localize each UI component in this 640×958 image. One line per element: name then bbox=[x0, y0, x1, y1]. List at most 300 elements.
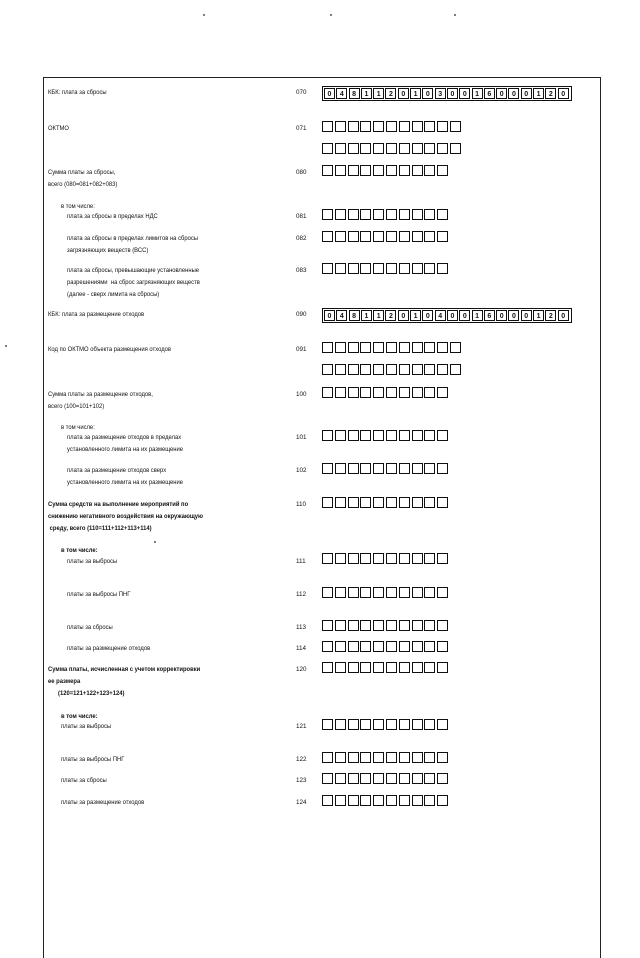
empty-cell[interactable] bbox=[373, 553, 384, 564]
empty-cell[interactable] bbox=[424, 231, 435, 242]
empty-cell[interactable] bbox=[335, 553, 346, 564]
empty-cell[interactable] bbox=[399, 342, 410, 353]
empty-cell[interactable] bbox=[424, 553, 435, 564]
empty-cell[interactable] bbox=[399, 143, 410, 154]
empty-cell[interactable] bbox=[373, 497, 384, 508]
empty-cell[interactable] bbox=[424, 752, 435, 763]
empty-cell[interactable] bbox=[412, 143, 423, 154]
row-code: 123 bbox=[296, 777, 307, 784]
empty-cell[interactable] bbox=[386, 553, 397, 564]
empty-cell[interactable] bbox=[386, 364, 397, 375]
empty-cell[interactable] bbox=[360, 430, 371, 441]
empty-cell[interactable] bbox=[437, 795, 448, 806]
empty-cell[interactable] bbox=[437, 143, 448, 154]
row-label: платы за размещение отходов bbox=[67, 645, 151, 652]
digit-cell[interactable]: 1 bbox=[410, 310, 421, 321]
oktmo-cells[interactable] bbox=[322, 342, 463, 353]
digit-cell[interactable]: 0 bbox=[558, 88, 569, 99]
empty-cell[interactable] bbox=[360, 587, 371, 598]
empty-cell[interactable] bbox=[335, 342, 346, 353]
row-code: 090 bbox=[296, 311, 307, 318]
empty-cell[interactable] bbox=[348, 165, 359, 176]
row-label: среду, всего (110=111+112+113+114) bbox=[48, 525, 152, 532]
empty-cell[interactable] bbox=[373, 773, 384, 784]
amount-cells[interactable] bbox=[322, 209, 450, 220]
empty-cell[interactable] bbox=[360, 773, 371, 784]
digit-cell[interactable]: 0 bbox=[398, 88, 409, 99]
digit-cell[interactable]: 4 bbox=[336, 310, 347, 321]
empty-cell[interactable] bbox=[437, 121, 448, 132]
empty-cell[interactable] bbox=[424, 773, 435, 784]
empty-cell[interactable] bbox=[399, 752, 410, 763]
empty-cell[interactable] bbox=[386, 263, 397, 274]
empty-cell[interactable] bbox=[412, 463, 423, 474]
empty-cell[interactable] bbox=[322, 263, 333, 274]
empty-cell[interactable] bbox=[373, 620, 384, 631]
empty-cell[interactable] bbox=[412, 430, 423, 441]
empty-cell[interactable] bbox=[386, 752, 397, 763]
empty-cell[interactable] bbox=[412, 662, 423, 673]
amount-cells[interactable] bbox=[322, 165, 450, 176]
row-label: Сумма средств на выполнение мероприятий по bbox=[48, 501, 189, 508]
empty-cell[interactable] bbox=[386, 641, 397, 652]
empty-cell[interactable] bbox=[322, 231, 333, 242]
empty-cell[interactable] bbox=[399, 387, 410, 398]
empty-cell[interactable] bbox=[335, 463, 346, 474]
empty-cell[interactable] bbox=[437, 387, 448, 398]
empty-cell[interactable] bbox=[335, 364, 346, 375]
empty-cell[interactable] bbox=[348, 231, 359, 242]
empty-cell[interactable] bbox=[360, 231, 371, 242]
digit-cell[interactable]: 8 bbox=[349, 310, 360, 321]
empty-cell[interactable] bbox=[424, 209, 435, 220]
digit-cell[interactable]: 0 bbox=[459, 88, 470, 99]
empty-cell[interactable] bbox=[335, 620, 346, 631]
digit-cell[interactable]: 0 bbox=[521, 310, 532, 321]
row-code: 113 bbox=[296, 624, 307, 631]
oktmo-cells-2[interactable] bbox=[322, 143, 463, 154]
empty-cell[interactable] bbox=[386, 430, 397, 441]
empty-cell[interactable] bbox=[424, 620, 435, 631]
empty-cell[interactable] bbox=[373, 587, 384, 598]
empty-cell[interactable] bbox=[450, 364, 461, 375]
empty-cell[interactable] bbox=[386, 719, 397, 730]
digit-cell[interactable]: 1 bbox=[472, 310, 483, 321]
row-code: 083 bbox=[296, 267, 307, 274]
empty-cell[interactable] bbox=[386, 795, 397, 806]
digit-cell[interactable]: 0 bbox=[508, 310, 519, 321]
empty-cell[interactable] bbox=[348, 263, 359, 274]
amount-cells[interactable] bbox=[322, 463, 450, 474]
empty-cell[interactable] bbox=[386, 143, 397, 154]
digit-cell[interactable]: 1 bbox=[410, 88, 421, 99]
empty-cell[interactable] bbox=[386, 387, 397, 398]
empty-cell[interactable] bbox=[386, 620, 397, 631]
empty-cell[interactable] bbox=[373, 752, 384, 763]
amount-cells[interactable] bbox=[322, 752, 450, 763]
empty-cell[interactable] bbox=[437, 263, 448, 274]
empty-cell[interactable] bbox=[360, 795, 371, 806]
empty-cell[interactable] bbox=[348, 497, 359, 508]
row-label: Сумма платы за сбросы, bbox=[48, 169, 116, 176]
empty-cell[interactable] bbox=[412, 342, 423, 353]
empty-cell[interactable] bbox=[424, 342, 435, 353]
empty-cell[interactable] bbox=[335, 795, 346, 806]
row-label: (120=121+122+123+124) bbox=[58, 690, 125, 697]
digit-cell[interactable]: 1 bbox=[373, 310, 384, 321]
empty-cell[interactable] bbox=[424, 587, 435, 598]
digit-cell[interactable]: 0 bbox=[558, 310, 569, 321]
empty-cell[interactable] bbox=[412, 387, 423, 398]
row-label: снижению негативного воздействия на окружающую bbox=[48, 513, 204, 520]
empty-cell[interactable] bbox=[424, 795, 435, 806]
empty-cell[interactable] bbox=[335, 165, 346, 176]
empty-cell[interactable] bbox=[437, 773, 448, 784]
empty-cell[interactable] bbox=[335, 719, 346, 730]
kbk-cells[interactable] bbox=[322, 86, 572, 101]
empty-cell[interactable] bbox=[437, 620, 448, 631]
empty-cell[interactable] bbox=[399, 165, 410, 176]
empty-cell[interactable] bbox=[424, 497, 435, 508]
digit-cell[interactable]: 2 bbox=[545, 88, 556, 99]
digit-cell[interactable]: 0 bbox=[508, 88, 519, 99]
empty-cell[interactable] bbox=[412, 165, 423, 176]
empty-cell[interactable] bbox=[399, 497, 410, 508]
empty-cell[interactable] bbox=[373, 662, 384, 673]
digit-cell[interactable]: 0 bbox=[459, 310, 470, 321]
empty-cell[interactable] bbox=[360, 263, 371, 274]
oktmo-cells[interactable] bbox=[322, 121, 463, 132]
amount-cells[interactable] bbox=[322, 553, 450, 564]
empty-cell[interactable] bbox=[322, 497, 333, 508]
empty-cell[interactable] bbox=[348, 641, 359, 652]
empty-cell[interactable] bbox=[322, 662, 333, 673]
empty-cell[interactable] bbox=[360, 165, 371, 176]
empty-cell[interactable] bbox=[322, 752, 333, 763]
digit-cell[interactable]: 1 bbox=[361, 88, 372, 99]
empty-cell[interactable] bbox=[437, 463, 448, 474]
empty-cell[interactable] bbox=[360, 553, 371, 564]
empty-cell[interactable] bbox=[322, 773, 333, 784]
empty-cell[interactable] bbox=[412, 773, 423, 784]
empty-cell[interactable] bbox=[373, 463, 384, 474]
empty-cell[interactable] bbox=[322, 795, 333, 806]
amount-cells[interactable] bbox=[322, 773, 450, 784]
empty-cell[interactable] bbox=[424, 143, 435, 154]
empty-cell[interactable] bbox=[373, 209, 384, 220]
empty-cell[interactable] bbox=[412, 620, 423, 631]
empty-cell[interactable] bbox=[348, 620, 359, 631]
empty-cell[interactable] bbox=[322, 121, 333, 132]
row-label: платы за выбросы bbox=[67, 558, 118, 565]
empty-cell[interactable] bbox=[335, 430, 346, 441]
amount-cells[interactable] bbox=[322, 795, 450, 806]
amount-cells[interactable] bbox=[322, 587, 450, 598]
row-code: 114 bbox=[296, 645, 307, 652]
digit-cell[interactable]: 2 bbox=[385, 88, 396, 99]
digit-cell[interactable]: 0 bbox=[496, 310, 507, 321]
empty-cell[interactable] bbox=[373, 719, 384, 730]
digit-cell[interactable]: 6 bbox=[484, 88, 495, 99]
empty-cell[interactable] bbox=[386, 662, 397, 673]
empty-cell[interactable] bbox=[437, 430, 448, 441]
empty-cell[interactable] bbox=[348, 795, 359, 806]
empty-cell[interactable] bbox=[335, 209, 346, 220]
empty-cell[interactable] bbox=[322, 463, 333, 474]
digit-cell[interactable]: 0 bbox=[422, 310, 433, 321]
empty-cell[interactable] bbox=[360, 342, 371, 353]
row-label: плата за сбросы в пределах НДС bbox=[67, 213, 158, 220]
empty-cell[interactable] bbox=[386, 209, 397, 220]
empty-cell[interactable] bbox=[412, 209, 423, 220]
empty-cell[interactable] bbox=[360, 364, 371, 375]
empty-cell[interactable] bbox=[386, 165, 397, 176]
empty-cell[interactable] bbox=[335, 143, 346, 154]
empty-cell[interactable] bbox=[399, 263, 410, 274]
empty-cell[interactable] bbox=[399, 364, 410, 375]
amount-cells[interactable] bbox=[322, 497, 450, 508]
empty-cell[interactable] bbox=[399, 587, 410, 598]
row-label: платы за размещение отходов bbox=[61, 799, 145, 806]
empty-cell[interactable] bbox=[437, 364, 448, 375]
digit-cell[interactable]: 6 bbox=[484, 310, 495, 321]
empty-cell[interactable] bbox=[335, 752, 346, 763]
empty-cell[interactable] bbox=[424, 387, 435, 398]
row-code: 100 bbox=[296, 391, 307, 398]
empty-cell[interactable] bbox=[437, 553, 448, 564]
empty-cell[interactable] bbox=[424, 430, 435, 441]
row-code: 091 bbox=[296, 346, 307, 353]
empty-cell[interactable] bbox=[399, 121, 410, 132]
empty-cell[interactable] bbox=[424, 263, 435, 274]
empty-cell[interactable] bbox=[373, 641, 384, 652]
empty-cell[interactable] bbox=[322, 165, 333, 176]
empty-cell[interactable] bbox=[399, 430, 410, 441]
empty-cell[interactable] bbox=[437, 662, 448, 673]
empty-cell[interactable] bbox=[348, 387, 359, 398]
digit-cell[interactable]: 1 bbox=[472, 88, 483, 99]
empty-cell[interactable] bbox=[424, 165, 435, 176]
empty-cell[interactable] bbox=[348, 752, 359, 763]
empty-cell[interactable] bbox=[322, 641, 333, 652]
empty-cell[interactable] bbox=[373, 387, 384, 398]
empty-cell[interactable] bbox=[373, 430, 384, 441]
empty-cell[interactable] bbox=[322, 209, 333, 220]
empty-cell[interactable] bbox=[424, 662, 435, 673]
empty-cell[interactable] bbox=[386, 497, 397, 508]
empty-cell[interactable] bbox=[348, 719, 359, 730]
digit-cell[interactable]: 1 bbox=[373, 88, 384, 99]
empty-cell[interactable] bbox=[437, 342, 448, 353]
empty-cell[interactable] bbox=[335, 773, 346, 784]
empty-cell[interactable] bbox=[437, 231, 448, 242]
empty-cell[interactable] bbox=[386, 342, 397, 353]
row-code: 071 bbox=[296, 125, 307, 132]
empty-cell[interactable] bbox=[348, 430, 359, 441]
scan-speck bbox=[454, 14, 456, 16]
empty-cell[interactable] bbox=[360, 497, 371, 508]
empty-cell[interactable] bbox=[322, 387, 333, 398]
row-label: КБК: плата за сбросы bbox=[48, 89, 107, 96]
row-code: 124 bbox=[296, 799, 307, 806]
empty-cell[interactable] bbox=[399, 719, 410, 730]
empty-cell[interactable] bbox=[412, 121, 423, 132]
digit-cell[interactable]: 0 bbox=[521, 88, 532, 99]
empty-cell[interactable] bbox=[424, 121, 435, 132]
empty-cell[interactable] bbox=[386, 463, 397, 474]
empty-cell[interactable] bbox=[450, 121, 461, 132]
empty-cell[interactable] bbox=[412, 263, 423, 274]
empty-cell[interactable] bbox=[412, 497, 423, 508]
empty-cell[interactable] bbox=[360, 121, 371, 132]
digit-cell[interactable]: 0 bbox=[324, 310, 335, 321]
empty-cell[interactable] bbox=[348, 662, 359, 673]
empty-cell[interactable] bbox=[335, 587, 346, 598]
amount-cells[interactable] bbox=[322, 620, 450, 631]
empty-cell[interactable] bbox=[322, 342, 333, 353]
empty-cell[interactable] bbox=[412, 231, 423, 242]
empty-cell[interactable] bbox=[360, 463, 371, 474]
empty-cell[interactable] bbox=[373, 795, 384, 806]
empty-cell[interactable] bbox=[424, 719, 435, 730]
empty-cell[interactable] bbox=[348, 553, 359, 564]
digit-cell[interactable]: 2 bbox=[385, 310, 396, 321]
empty-cell[interactable] bbox=[322, 620, 333, 631]
empty-cell[interactable] bbox=[335, 231, 346, 242]
empty-cell[interactable] bbox=[399, 662, 410, 673]
empty-cell[interactable] bbox=[437, 641, 448, 652]
digit-cell[interactable]: 4 bbox=[336, 88, 347, 99]
amount-cells[interactable] bbox=[322, 263, 450, 274]
empty-cell[interactable] bbox=[399, 553, 410, 564]
empty-cell[interactable] bbox=[348, 342, 359, 353]
empty-cell[interactable] bbox=[348, 209, 359, 220]
empty-cell[interactable] bbox=[373, 143, 384, 154]
empty-cell[interactable] bbox=[322, 719, 333, 730]
amount-cells[interactable] bbox=[322, 662, 450, 673]
empty-cell[interactable] bbox=[437, 497, 448, 508]
empty-cell[interactable] bbox=[373, 263, 384, 274]
amount-cells[interactable] bbox=[322, 719, 450, 730]
empty-cell[interactable] bbox=[412, 587, 423, 598]
empty-cell[interactable] bbox=[437, 752, 448, 763]
empty-cell[interactable] bbox=[450, 143, 461, 154]
digit-cell[interactable]: 8 bbox=[349, 88, 360, 99]
digit-cell[interactable]: 3 bbox=[435, 88, 446, 99]
empty-cell[interactable] bbox=[412, 553, 423, 564]
digit-cell[interactable]: 1 bbox=[533, 88, 544, 99]
empty-cell[interactable] bbox=[335, 121, 346, 132]
empty-cell[interactable] bbox=[360, 719, 371, 730]
empty-cell[interactable] bbox=[437, 719, 448, 730]
empty-cell[interactable] bbox=[373, 342, 384, 353]
row-label: КБК: плата за размещение отходов bbox=[48, 311, 145, 318]
empty-cell[interactable] bbox=[437, 209, 448, 220]
digit-cell[interactable]: 0 bbox=[496, 88, 507, 99]
empty-cell[interactable] bbox=[360, 641, 371, 652]
empty-cell[interactable] bbox=[399, 463, 410, 474]
empty-cell[interactable] bbox=[399, 209, 410, 220]
empty-cell[interactable] bbox=[399, 795, 410, 806]
digit-cell[interactable]: 1 bbox=[533, 310, 544, 321]
empty-cell[interactable] bbox=[424, 641, 435, 652]
empty-cell[interactable] bbox=[386, 121, 397, 132]
digit-cell[interactable]: 4 bbox=[435, 310, 446, 321]
empty-cell[interactable] bbox=[386, 587, 397, 598]
empty-cell[interactable] bbox=[322, 587, 333, 598]
empty-cell[interactable] bbox=[437, 587, 448, 598]
empty-cell[interactable] bbox=[399, 641, 410, 652]
empty-cell[interactable] bbox=[322, 430, 333, 441]
empty-cell[interactable] bbox=[322, 364, 333, 375]
digit-cell[interactable]: 1 bbox=[361, 310, 372, 321]
amount-cells[interactable] bbox=[322, 430, 450, 441]
kbk-cells[interactable] bbox=[322, 308, 572, 323]
empty-cell[interactable] bbox=[335, 497, 346, 508]
empty-cell[interactable] bbox=[437, 165, 448, 176]
empty-cell[interactable] bbox=[335, 387, 346, 398]
empty-cell[interactable] bbox=[335, 263, 346, 274]
empty-cell[interactable] bbox=[373, 165, 384, 176]
empty-cell[interactable] bbox=[348, 143, 359, 154]
empty-cell[interactable] bbox=[450, 342, 461, 353]
digit-cell[interactable]: 0 bbox=[447, 310, 458, 321]
empty-cell[interactable] bbox=[412, 641, 423, 652]
row-label: плата за размещение отходов сверх bbox=[67, 467, 167, 474]
empty-cell[interactable] bbox=[399, 773, 410, 784]
empty-cell[interactable] bbox=[348, 773, 359, 784]
empty-cell[interactable] bbox=[386, 773, 397, 784]
empty-cell[interactable] bbox=[348, 364, 359, 375]
empty-cell[interactable] bbox=[360, 752, 371, 763]
row-label: платы за сбросы bbox=[67, 624, 113, 631]
empty-cell[interactable] bbox=[399, 620, 410, 631]
empty-cell[interactable] bbox=[424, 463, 435, 474]
empty-cell[interactable] bbox=[348, 121, 359, 132]
digit-cell[interactable]: 0 bbox=[422, 88, 433, 99]
amount-cells[interactable] bbox=[322, 641, 450, 652]
empty-cell[interactable] bbox=[412, 364, 423, 375]
empty-cell[interactable] bbox=[360, 662, 371, 673]
empty-cell[interactable] bbox=[373, 231, 384, 242]
empty-cell[interactable] bbox=[412, 719, 423, 730]
empty-cell[interactable] bbox=[412, 795, 423, 806]
empty-cell[interactable] bbox=[335, 662, 346, 673]
digit-cell[interactable]: 0 bbox=[324, 88, 335, 99]
empty-cell[interactable] bbox=[360, 620, 371, 631]
digit-cell[interactable]: 0 bbox=[447, 88, 458, 99]
digit-cell[interactable]: 2 bbox=[545, 310, 556, 321]
empty-cell[interactable] bbox=[322, 553, 333, 564]
empty-cell[interactable] bbox=[424, 364, 435, 375]
empty-cell[interactable] bbox=[360, 143, 371, 154]
digit-cell[interactable]: 0 bbox=[398, 310, 409, 321]
empty-cell[interactable] bbox=[360, 387, 371, 398]
empty-cell[interactable] bbox=[348, 463, 359, 474]
empty-cell[interactable] bbox=[360, 209, 371, 220]
empty-cell[interactable] bbox=[348, 587, 359, 598]
oktmo-cells-2[interactable] bbox=[322, 364, 463, 375]
empty-cell[interactable] bbox=[335, 641, 346, 652]
empty-cell[interactable] bbox=[373, 364, 384, 375]
amount-cells[interactable] bbox=[322, 387, 450, 398]
empty-cell[interactable] bbox=[386, 231, 397, 242]
empty-cell[interactable] bbox=[322, 143, 333, 154]
empty-cell[interactable] bbox=[373, 121, 384, 132]
empty-cell[interactable] bbox=[399, 231, 410, 242]
amount-cells[interactable] bbox=[322, 231, 450, 242]
empty-cell[interactable] bbox=[412, 752, 423, 763]
